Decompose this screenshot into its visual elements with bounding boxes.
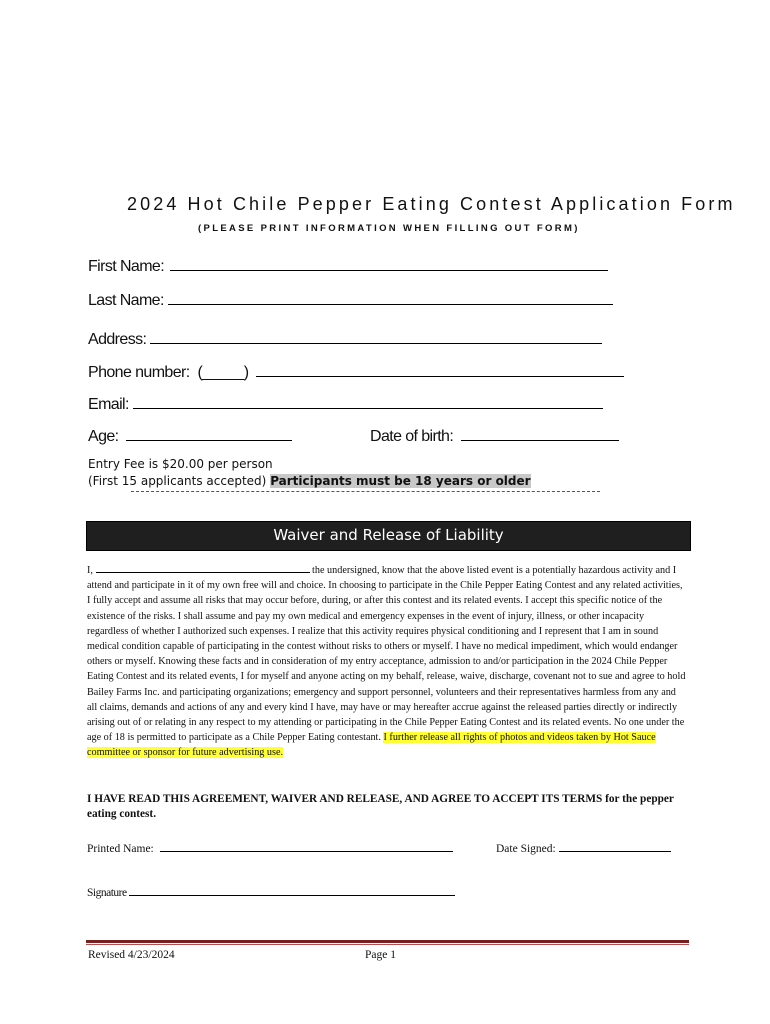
waiver-heading: Waiver and Release of Liability [273,526,504,544]
address-field[interactable] [88,329,602,349]
footer-rule-thin [86,944,689,945]
agreement-statement: I HAVE READ THIS AGREEMENT, WAIVER AND RELEASE, AND AGREE TO ACCEPT ITS TERMS for the pepper eating contest. [87,793,674,820]
age-requirement-text: Participants must be 18 years or older [270,474,531,488]
form-title: 2024 Hot Chile Pepper Eating Contest Application Form [127,194,736,214]
footer-rule [86,940,689,943]
first-name-field[interactable] [88,256,608,276]
age-line[interactable] [126,426,292,441]
dob-line[interactable] [461,426,619,441]
printed-name-line[interactable] [160,839,453,852]
form-subtitle: (PLEASE PRINT INFORMATION WHEN FILLING OUT FORM) [198,223,580,234]
entry-limit-line [88,474,531,488]
waiver-name-line[interactable] [96,561,310,573]
signature-line[interactable] [129,883,455,896]
waiver-prefix: I, [87,565,96,576]
phone-line[interactable] [256,362,624,377]
entry-limit-text: (First 15 applicants accepted) [88,474,267,488]
waiver-body [87,561,687,761]
dob-field[interactable] [370,426,619,446]
email-label: Email: [88,396,129,413]
first-name-label: First Name: [88,258,165,275]
first-name-line[interactable] [170,256,608,271]
email-line[interactable] [133,394,603,409]
signature-label: Signature [87,887,127,899]
age-label: Age: [88,428,119,445]
last-name-field[interactable] [88,290,613,310]
date-signed-field[interactable] [496,839,671,855]
date-signed-line[interactable] [559,839,671,852]
phone-field[interactable] [88,362,624,382]
divider [131,491,600,492]
address-line[interactable] [150,329,602,344]
page-number: Page 1 [365,949,396,961]
email-field[interactable] [88,394,603,414]
revised-date: Revised 4/23/2024 [88,949,175,961]
printed-name-label: Printed Name: [87,843,154,855]
waiver-text: the undersigned, know that the above listed event is a potentially hazardous activity and I attend and participate in it of my own free will and choice. In choosing to participate in the Chile Pepper Eating Contest and any related activities, I fully accept and assume all risks that may occur before, during, or after this contest and its related events. I accept this specific notice of the existence of the risks. I shall assume and pay my own medical and emergency expenses in the event of injury, illness, or other incapacity regardless of whether I authorized such expenses. I realize that this activity requires physical conditioning and I represent that I am in sound medical condition capable of participating in the contest without risks to others or myself. I have no medical impediment, which would endanger others or myself. Knowing these facts and in consideration of my entry acceptance, admission to and/or participation in the 2024 Chile Pepper Eating Contest and its related events, I for myself and anyone acting on my behalf, release, waive, discharge, covenant not to sue and agree to hold Bailey Farms Inc. and participating organizations; emergency and support personnel, volunteers and their representatives harmless from any and all claims, demands and actions of any and every kind I have, may have or may hereafter accrue against the released parties directly or indirectly arising out of or relating in any respect to my attending or participating in the Chile Pepper Eating Contest and its related events. No one under the age of 18 is permitted to participate as a Chile Pepper Eating contestant. [87,565,686,744]
printed-name-field[interactable] [87,839,453,855]
date-signed-label: Date Signed: [496,843,556,855]
signature-field[interactable] [87,883,455,899]
phone-area-code[interactable]: (_____) [197,364,249,381]
entry-fee-text: Entry Fee is $20.00 per person [88,457,273,471]
age-field[interactable] [88,426,292,446]
last-name-line[interactable] [168,290,613,305]
phone-label: Phone number: [88,364,190,381]
last-name-label: Last Name: [88,292,164,309]
waiver-highlighted-text: I further release all rights of photos and videos taken by Hot Sauce committee or sponsor for future advertising use. [87,732,656,759]
waiver-banner [86,521,691,551]
dob-label: Date of birth: [370,428,454,445]
address-label: Address: [88,331,147,348]
